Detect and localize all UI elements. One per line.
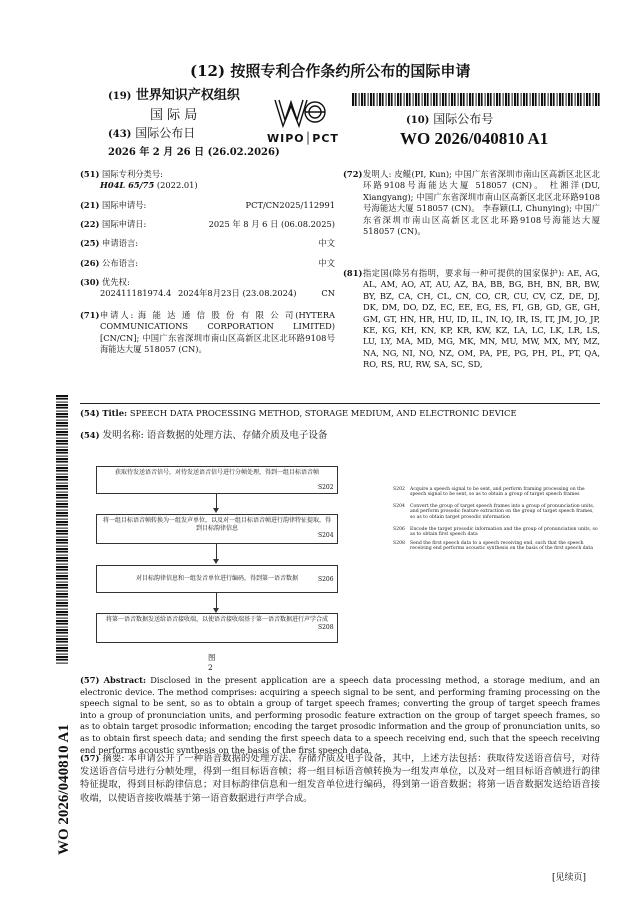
barcode-bar [400, 93, 402, 106]
barcode-bar [433, 93, 435, 106]
barcode-bar [56, 429, 68, 430]
publication-language-field: (26) 公布语言: 中文 [80, 258, 335, 268]
barcode-bar [530, 93, 531, 106]
publication-number-block: (10) 国际公布号 WO 2026/040810 A1 [400, 112, 549, 148]
barcode-bar [56, 614, 68, 616]
barcode-bar [56, 600, 68, 601]
barcode-bar [382, 93, 384, 106]
flow-box-s202: 获取待发送语音信号，对待发送语音信号进行分帧处理，得到一组目标语音帧 [96, 466, 338, 494]
barcode-bar [56, 560, 68, 562]
legend-step: S204 [393, 504, 405, 509]
priority-field: (30) 优先权: 202411181974.4 2024年8月23日 (23.08.2024) CN [80, 277, 335, 299]
barcode-bar [512, 93, 513, 106]
barcode-bar [472, 93, 474, 106]
barcode-bar [56, 569, 68, 571]
barcode-bar [56, 605, 68, 607]
barcode-bar [56, 546, 68, 547]
barcode-bar [56, 434, 68, 436]
filing-language-field: (25) 申请语言: 中文 [80, 238, 335, 248]
barcode-bar [56, 654, 68, 655]
barcode-bar [418, 93, 420, 106]
barcode-bar [56, 440, 68, 442]
barcode-bar [575, 93, 576, 106]
barcode-bar [580, 93, 582, 106]
barcode-bar [535, 93, 537, 106]
barcode-bar [397, 93, 399, 106]
barcode-bar [56, 506, 68, 508]
step-label-s206: S206 [318, 576, 334, 583]
barcode-bar [56, 438, 68, 439]
barcode-bar [56, 407, 68, 409]
barcode-bar [56, 398, 68, 400]
barcode-bar [355, 93, 357, 106]
barcode-bar [56, 530, 68, 532]
barcode-bar [517, 93, 519, 106]
barcode-bar [449, 93, 450, 106]
wipo-logo: WIPO│PCT [267, 96, 337, 146]
figure-caption: 图 2 [208, 653, 216, 672]
barcode-bar [361, 93, 363, 106]
barcode-bar [539, 93, 540, 106]
barcode-bar [586, 93, 588, 106]
barcode-bar [499, 93, 501, 106]
barcode-bar [467, 93, 468, 106]
barcode-bar [431, 93, 432, 106]
barcode-bar [56, 488, 68, 490]
barcode-bar [598, 93, 600, 106]
section-divider [80, 403, 600, 404]
barcode-bar [56, 659, 68, 661]
barcode-bar [485, 93, 486, 106]
barcode-bar [413, 93, 414, 106]
barcode-bar [56, 449, 68, 451]
barcode-bar [395, 93, 396, 106]
barcode-bar [463, 93, 465, 106]
barcode-bar [368, 93, 369, 106]
barcode-bar [568, 93, 570, 106]
barcode-bar [56, 521, 68, 523]
barcode-bar [56, 501, 68, 502]
barcode-bar [56, 584, 68, 586]
title-chinese: (54) 发明名称: 语音数据的处理方法、存储介质及电子设备 [80, 430, 328, 441]
legend-text: Convert the group of target speech frames into a group of pronunciation units, and perform prosodic feature extraction on the group of target speech frames, so as to obtain target prosodic information [410, 504, 595, 520]
barcode-bar [436, 93, 438, 106]
barcode-bar [454, 93, 456, 106]
barcode-bar [56, 476, 68, 478]
barcode-bar [440, 93, 441, 106]
barcode-bar [56, 593, 68, 595]
barcode-bar [406, 93, 408, 106]
barcode-bar [532, 93, 534, 106]
barcode-bar [442, 93, 444, 106]
barcode-bar [56, 591, 68, 592]
top-barcode [352, 93, 602, 106]
barcode-bar [56, 557, 68, 559]
barcode-bar [550, 93, 552, 106]
barcode-bar [56, 645, 68, 646]
barcode-bar [476, 93, 477, 106]
barcode-bar [386, 93, 387, 106]
barcode-bar [56, 485, 68, 487]
flow-arrow [216, 494, 217, 509]
barcode-bar [409, 93, 411, 106]
barcode-bar [503, 93, 504, 106]
barcode-bar [523, 93, 525, 106]
barcode-bar [505, 93, 507, 106]
barcode-bar [559, 93, 561, 106]
barcode-bar [557, 93, 558, 106]
barcode-bar [56, 519, 68, 520]
barcode-bar [56, 575, 68, 577]
barcode-bar [541, 93, 543, 106]
barcode-bar [377, 93, 378, 106]
continued-marker: [见续页] [552, 873, 587, 883]
application-number-field: (21) 国际申请号: PCT/CN2025/112991 [80, 200, 335, 210]
barcode-bar [388, 93, 390, 106]
barcode-bar [56, 458, 68, 460]
flow-box-s204: 将一组目标语音帧转换为一组发声单位，以及对一组目标语音帧进行韵律特征提取，得到目标韵律信息 [96, 514, 338, 544]
flow-arrow [216, 544, 217, 560]
barcode-bar [56, 402, 68, 403]
barcode-bar [56, 510, 68, 511]
step-label-s208: S208 [318, 624, 334, 631]
barcode-bar [56, 539, 68, 541]
barcode-bar [56, 456, 68, 457]
barcode-bar [56, 555, 68, 556]
barcode-bar [566, 93, 567, 106]
barcode-bar [460, 93, 462, 106]
barcode-bar [56, 492, 68, 493]
side-barcode [56, 395, 68, 665]
barcode-bar [56, 578, 68, 580]
barcode-bar [56, 474, 68, 475]
barcode-bar [56, 636, 68, 637]
barcode-bar [548, 93, 549, 106]
barcode-bar [352, 93, 354, 106]
barcode-bar [544, 93, 546, 106]
barcode-bar [490, 93, 492, 106]
barcode-bar [469, 93, 471, 106]
barcode-bar [424, 93, 426, 106]
barcode-bar [56, 611, 68, 613]
barcode-bar [56, 537, 68, 538]
barcode-bar [571, 93, 573, 106]
barcode-bar [56, 548, 68, 550]
barcode-bar [56, 497, 68, 499]
barcode-bar [56, 470, 68, 472]
ipc-field: (51) 国际专利分类号: H04L 65/75 (2022.01) [80, 169, 198, 191]
legend-step: S208 [393, 541, 405, 546]
barcode-bar [577, 93, 579, 106]
barcode-bar [56, 596, 68, 598]
barcode-bar [56, 573, 68, 574]
barcode-bar [553, 93, 555, 106]
barcode-bar [56, 452, 68, 454]
barcode-bar [514, 93, 516, 106]
barcode-bar [56, 620, 68, 622]
barcode-bar [521, 93, 522, 106]
barcode-bar [56, 503, 68, 505]
barcode-bar [451, 93, 453, 106]
barcode-bar [56, 443, 68, 445]
barcode-bar [56, 422, 68, 424]
barcode-bar [593, 93, 594, 106]
step-label-s202: S202 [318, 484, 334, 491]
barcode-bar [508, 93, 510, 106]
barcode-bar [364, 93, 366, 106]
barcode-bar [404, 93, 405, 106]
applicant-field: (71) 申请人: 海 能 达 通 信 股 份 有 限 公 司(HYTERA COMMUNICATIONS CORPORATION LIMITED) [CN/CN]; 中国广东省深圳市南山区高新区北区北环路9108号海能达大厦 518057 (CN)。 [80, 310, 335, 355]
inventor-field: (72) 发明人: 皮鲲(PI, Kun); 中国广东省深圳市南山区高新区北区北环路9108号海能达大厦 518057 (CN)。 杜湘洋(DU, Xiangyang); 中国广东省深圳市南山区高新区北区北环路9108号海能达大厦 518057 (CN)。 李春颖(LI, Chunying); 中国广东省深圳市南山区高新区北区北环路9108号海能达大厦 518057 (CN)。 [343, 169, 600, 237]
barcode-bar [589, 93, 591, 106]
barcode-bar [56, 627, 68, 628]
barcode-bar [526, 93, 528, 106]
barcode-bar [56, 587, 68, 589]
barcode-bar [56, 528, 68, 529]
flow-box-s208: 将第一语音数据发送给语音接收端，以使语音接收端基于第一语音数据进行声学合成 [96, 613, 338, 643]
organization-block: (19) 世界知识产权组织 国 际 局 [108, 88, 240, 123]
barcode-bar [56, 494, 68, 496]
barcode-bar [481, 93, 483, 106]
side-publication-number: WO 2026/040810 A1 [56, 724, 72, 855]
legend-step: S202 [393, 487, 405, 492]
barcode-bar [56, 656, 68, 658]
legend-text: Send the first speech data to a speech receiving end, such that the speech receiving end performs acoustic synthesis on the basis of the first speech data [410, 541, 594, 552]
barcode-bar [595, 93, 597, 106]
barcode-bar [56, 413, 68, 415]
barcode-bar [56, 416, 68, 418]
barcode-bar [56, 461, 68, 463]
publication-date-block: (43) 国际公布日 2026 年 2 月 26 日 (26.02.2026) [108, 126, 280, 158]
barcode-bar [427, 93, 429, 106]
barcode-bar [373, 93, 375, 106]
document-title: (12) 按照专利合作条约所公布的国际申请 [190, 62, 471, 80]
barcode-bar [56, 663, 68, 664]
barcode-bar [56, 551, 68, 553]
barcode-bar [56, 411, 68, 412]
barcode-bar [56, 629, 68, 631]
barcode-bar [56, 395, 68, 397]
barcode-bar [56, 467, 68, 469]
barcode-bar [56, 564, 68, 565]
arrow-head [213, 508, 219, 513]
legend-text: Acquire a speech signal to be sent, and perform framing processing on the speech signal to be sent, so as to obtain a group of target speech frames [410, 487, 585, 498]
barcode-bar [56, 650, 68, 652]
barcode-bar [56, 479, 68, 481]
flow-box-s206: 对目标韵律信息和一组发音单位进行编码，得到第一语音数据 [96, 565, 338, 593]
barcode-bar [56, 524, 68, 526]
barcode-bar [56, 420, 68, 421]
barcode-bar [56, 483, 68, 484]
barcode-bar [56, 431, 68, 433]
barcode-bar [56, 632, 68, 634]
legend-step: S206 [393, 527, 405, 532]
barcode-bar [56, 404, 68, 406]
barcode-bar [56, 465, 68, 466]
barcode-bar [562, 93, 564, 106]
barcode-bar [391, 93, 393, 106]
barcode-bar [478, 93, 480, 106]
barcode-bar [56, 512, 68, 514]
publication-number: WO 2026/040810 A1 [400, 129, 549, 148]
barcode-bar [56, 609, 68, 610]
barcode-bar [56, 647, 68, 649]
barcode-bar [379, 93, 381, 106]
barcode-bar [359, 93, 360, 106]
barcode-bar [458, 93, 459, 106]
barcode-bar [56, 566, 68, 568]
barcode-bar [584, 93, 585, 106]
barcode-bar [56, 425, 68, 427]
barcode-bar [56, 533, 68, 535]
barcode-bar [56, 542, 68, 544]
barcode-bar [496, 93, 498, 106]
filing-date-field: (22) 国际申请日: 2025 年 8 月 6 日 (06.08.2025) [80, 219, 335, 229]
barcode-bar [56, 447, 68, 448]
barcode-bar [415, 93, 417, 106]
flow-arrow [216, 593, 217, 609]
abstract-chinese: (57) 摘要: 本申请公开了一种语音数据的处理方法、存储介质及电子设备，其中，上述方法包括：获取待发送语音信号，对待发送语音信号进行分帧处理，得到一组目标语音帧；将一组目标语音帧转换为一组发声单位，以及对一组目标语音帧进行韵律特征提取，得到目标韵律信息；对目标韵律信息和一组发音单位进行编码，得到第一语音数据；将第一语音数据发送给语音接收端，以使语音接收端基于第一语音数据进行声学合成。 [80, 753, 600, 804]
barcode-bar [494, 93, 495, 106]
barcode-bar [56, 618, 68, 619]
abstract-english: (57) Abstract: Disclosed in the present application are a speech data processing method, a storage medium, and an electronic device. The method comprises: acquiring a speech signal to be sent, and performing framing processing on the speech signal to be sent, so as to obtain a group of target speech frames; converting the group of target speech frames into a group of pronunciation units, and performing prosodic feature extraction on the group of target speech frames, so as to obtain target prosodic information; encoding the target prosodic information and the group of pronunciation units, so as to obtain first speech data; and sending the first speech data to a speech receiving end, such that the speech receiving end performs acoustic synthesis on the basis of the first speech data. [80, 675, 601, 755]
legend-text: Encode the target prosodic information and the group of pronunciation units, so as to obtain first speech data [410, 527, 598, 538]
designated-states-field: (81) 指定国(除另有指明，要求每一种可提供的国家保护): AE, AG, AL, AM, AO, AT, AU, AZ, BA, BB, BG, BH, BN, BR, BW, BY, BZ, CA, CH, CL, CN, CO, CR, CU, CV, CZ, DE, DJ, DK, DM, DO, DZ, EC, EE, EG, ES, FI, GB, GD, GE, GH, GM, GT, HN, HR, HU, ID, IL, IN, IQ, IR, IS, IT, JM, JO, JP, KE, KG, KH, KN, KP, KR, KW, KZ, LA, LC, LK, LR, LS, LU, LY, MA, MD, MG, MK, MN, MU, MW, MX, MY, MZ, NA, NG, NI, NO, NZ, OM, PA, PE, PG, PH, PL, PT, QA, RO, RS, RU, RW, SA, SC, SD, [343, 268, 600, 370]
barcode-bar [56, 602, 68, 604]
barcode-bar [56, 515, 68, 517]
barcode-bar [422, 93, 423, 106]
barcode-bar [370, 93, 372, 106]
barcode-bar [445, 93, 447, 106]
step-label-s204: S204 [318, 532, 334, 539]
barcode-bar [56, 641, 68, 643]
barcode-bar [56, 582, 68, 583]
barcode-bar [56, 623, 68, 625]
barcode-bar [487, 93, 489, 106]
arrow-head [213, 559, 219, 564]
title-english: (54) Title: SPEECH DATA PROCESSING METHOD, STORAGE MEDIUM, AND ELECTRONIC DEVICE [80, 408, 517, 418]
barcode-bar [56, 638, 68, 640]
